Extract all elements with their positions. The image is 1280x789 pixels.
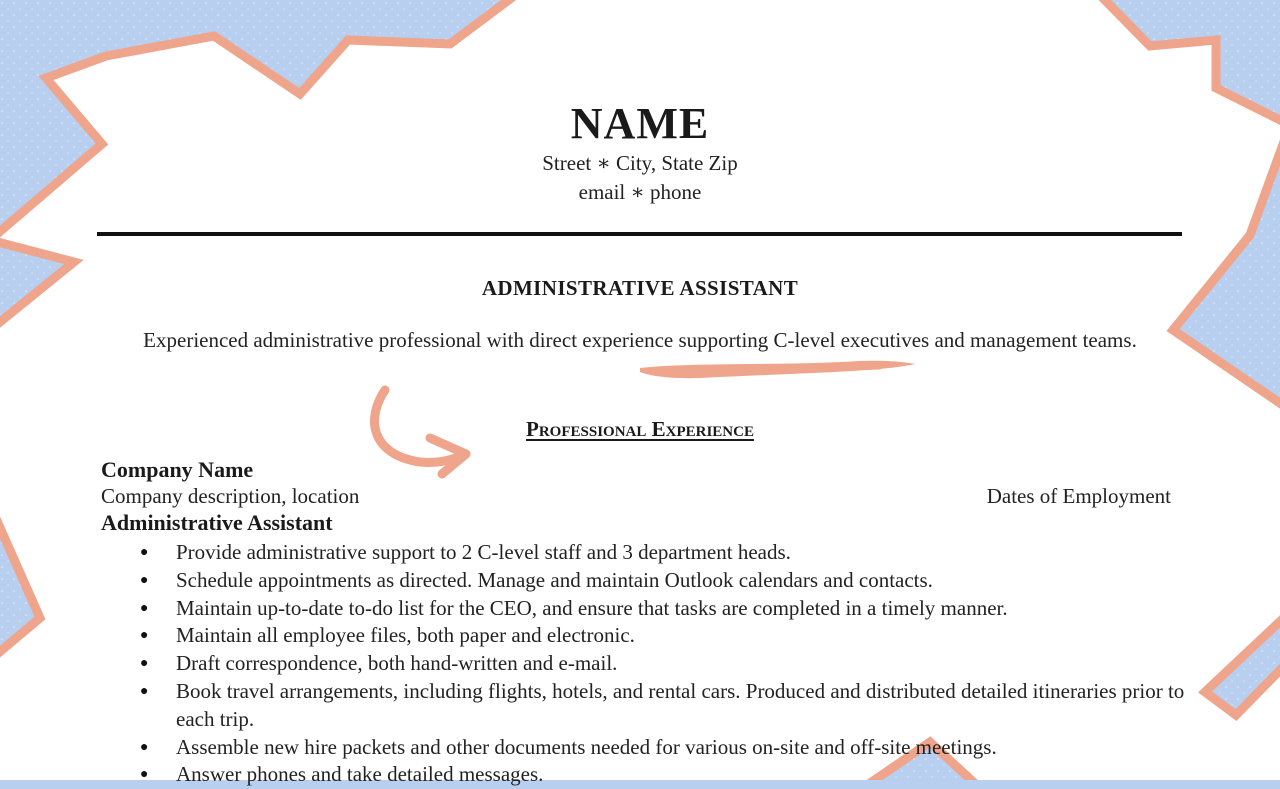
duty-item: ● Maintain up-to-date to-do list for the CEO, and ensure that tasks are completed in a timely manner. bbox=[176, 595, 1186, 623]
resume-name: NAME bbox=[570, 99, 710, 148]
duty-item: ● Schedule appointments as directed. Manage and maintain Outlook calendars and contacts. bbox=[176, 567, 1186, 595]
employment-dates: Dates of Employment bbox=[986, 484, 1171, 508]
role-title: Administrative Assistant bbox=[101, 510, 333, 535]
header-divider bbox=[97, 232, 1182, 236]
professional-summary: Experienced administrative professional with direct experience supporting C-level executives and management teams. bbox=[143, 328, 1137, 352]
job-title-heading: ADMINISTRATIVE ASSISTANT bbox=[481, 276, 799, 300]
contact-email-phone: email ∗ phone bbox=[578, 180, 702, 204]
duty-item: ● Assemble new hire packets and other documents needed for various on-site and off-site meetings. bbox=[176, 734, 1186, 762]
duty-item: ● Draft correspondence, both hand-written and e-mail. bbox=[176, 650, 1186, 678]
company-name: Company Name bbox=[101, 457, 254, 482]
duty-list bbox=[176, 539, 1186, 789]
duty-item: ● Answer phones and take detailed messages. bbox=[176, 761, 1186, 789]
company-description: Company description, location bbox=[101, 484, 360, 508]
duty-item: ● Provide administrative support to 2 C-level staff and 3 department heads. bbox=[176, 539, 1186, 567]
duty-item: ● Maintain all employee files, both paper and electronic. bbox=[176, 622, 1186, 650]
contact-address: Street ∗ City, State Zip bbox=[542, 151, 738, 175]
duty-item: ● Book travel arrangements, including flights, hotels, and rental cars. Produced and distributed detailed itineraries prior to each trip. bbox=[176, 678, 1186, 734]
section-heading: Professional Experience bbox=[526, 417, 754, 441]
